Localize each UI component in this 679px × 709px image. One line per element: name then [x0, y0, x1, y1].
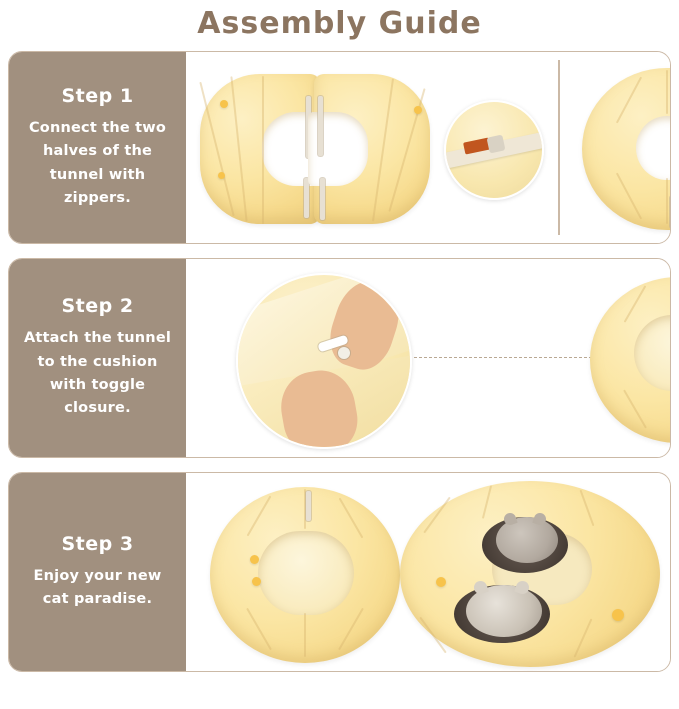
- step-3-illustration: [186, 473, 670, 671]
- step-1-illustration: [186, 52, 670, 243]
- toggle-closure-closeup: [236, 273, 412, 449]
- step-2-illustration: [186, 259, 670, 457]
- step-3-text-panel: [9, 473, 186, 671]
- step-1-number: Step 1: [61, 84, 134, 107]
- zipper-detail-closeup: [444, 100, 544, 200]
- step-2-number: Step 2: [61, 295, 134, 318]
- connector-dashed-line: [414, 357, 592, 358]
- panel-divider-1: [558, 60, 560, 235]
- step-3-number: Step 3: [61, 532, 134, 555]
- step-1-description: Connect the two halves of the tunnel with zippers.: [28, 119, 167, 206]
- page-title: Assembly Guide: [197, 6, 482, 41]
- step-3-description: Enjoy your new cat paradise.: [33, 567, 162, 607]
- step-1-text-panel: [9, 52, 186, 243]
- step-card-2: [8, 258, 671, 458]
- step-2-description: Attach the tunnel to the cushion with toggle closure.: [23, 330, 172, 417]
- step-card-3: [8, 472, 671, 672]
- step-card-1: [8, 51, 671, 244]
- step-2-text-panel: [9, 259, 186, 457]
